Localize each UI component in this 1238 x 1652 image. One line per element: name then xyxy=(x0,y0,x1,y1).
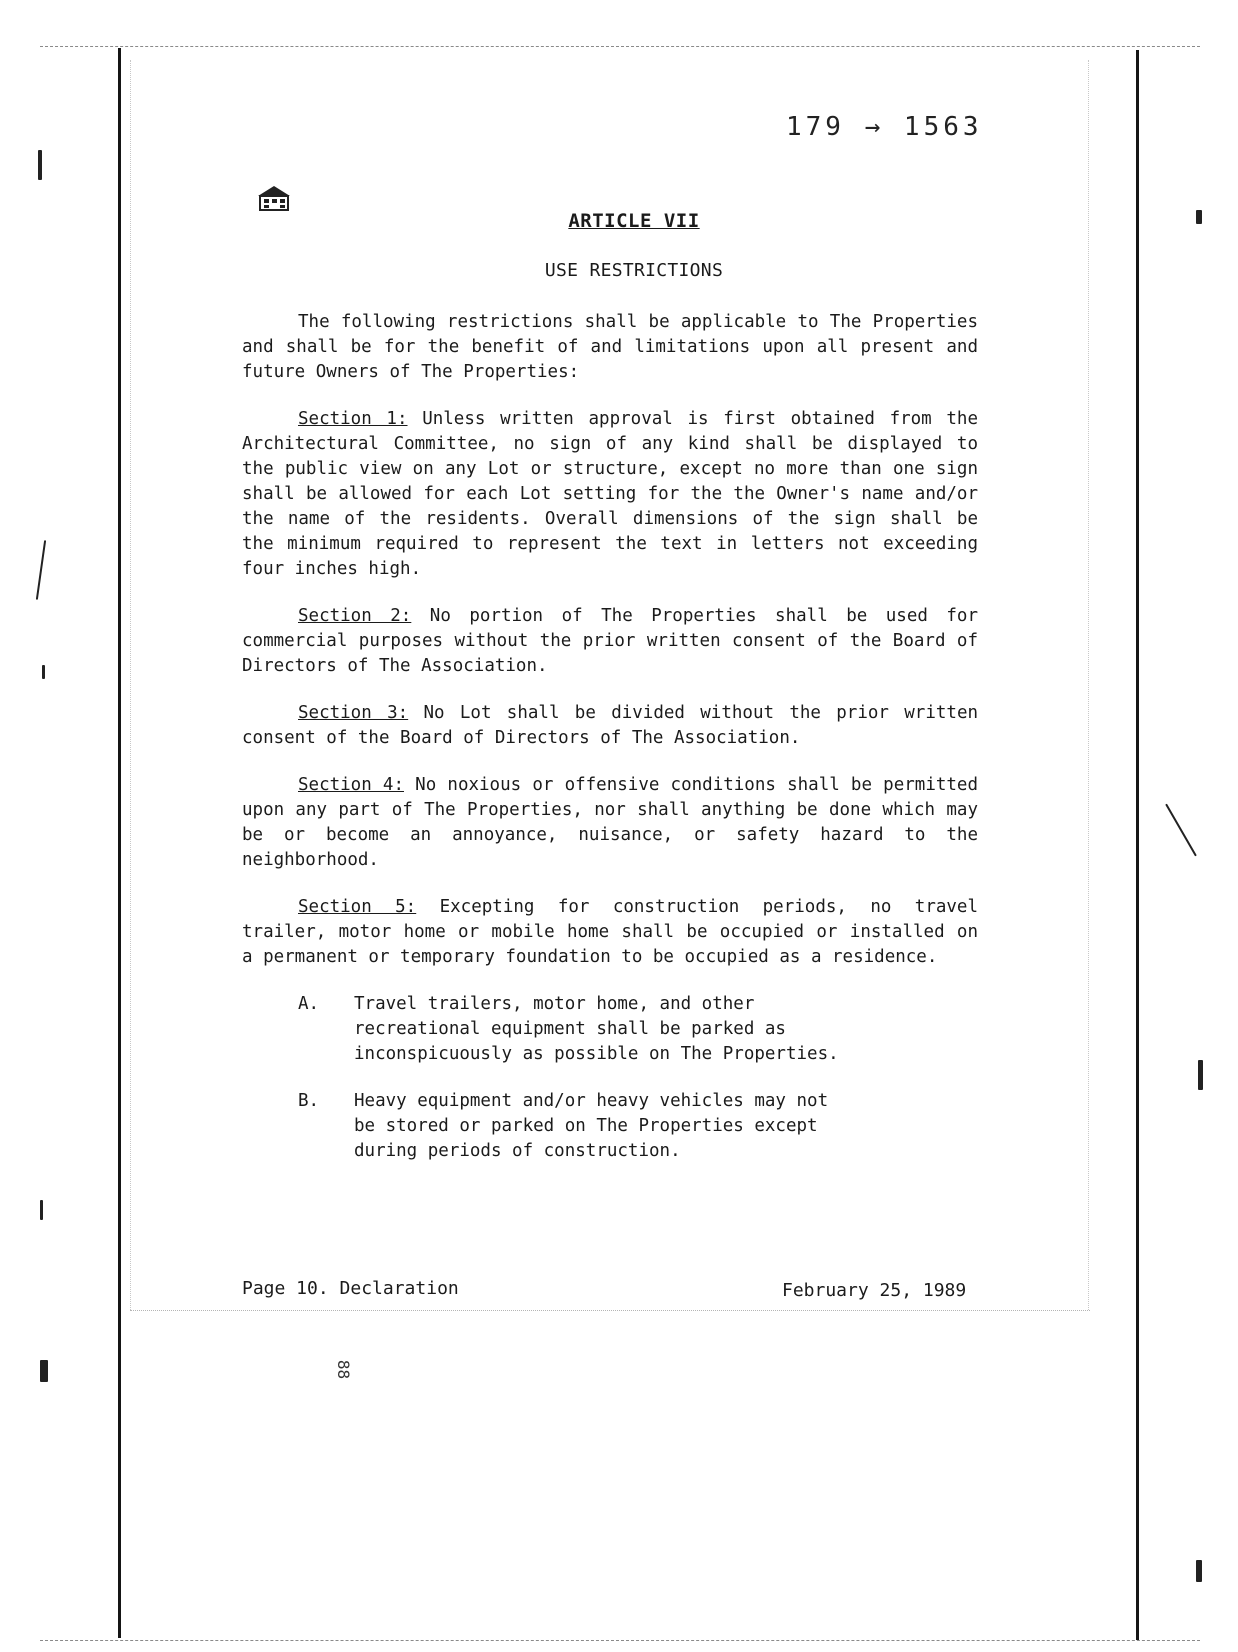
list-item-b xyxy=(242,1089,978,1164)
page-edge-bottom xyxy=(130,1310,1090,1312)
scan-speck xyxy=(1165,804,1197,857)
section-text: No noxious or offensive conditions shall be permitted upon any part of The Properties, nor shall anything be done which may be or become an annoyance, nuisance, or safety hazard to the neighborhood. xyxy=(242,775,978,870)
section-text: Excepting for construction periods, no travel trailer, motor home or mobile home shall be occupied or installed on a permanent or temporary foundation to be occupied as a residence. xyxy=(242,897,978,967)
scan-border-right xyxy=(1136,50,1139,1640)
page-mark: 88 xyxy=(334,1359,354,1380)
scan-edge-top xyxy=(40,46,1200,49)
list-item-a xyxy=(242,992,978,1067)
section-label: Section 2: xyxy=(298,606,412,626)
list-text: Heavy equipment and/or heavy vehicles may not be stored or parked on The Properties except during periods of construction. xyxy=(354,1091,829,1161)
scan-speck xyxy=(40,1200,43,1220)
scan-speck xyxy=(40,1360,48,1382)
section-text: No portion of The Properties shall be used for commercial purposes without the prior written consent of the Board of Directors of The Association. xyxy=(242,606,979,676)
section-label: Section 5: xyxy=(298,897,417,917)
list-text: Travel trailers, motor home, and other recreational equipment shall be parked as inconspicuously as possible on The Properties. xyxy=(354,994,839,1064)
section-text: Unless written approval is first obtained from the Architectural Committee, no sign of any kind shall be displayed to the public view on any Lot or structure, except no more than one sign shall be allowed for each Lot setting for the the Owner's name and/or the name of the residents. Overall dimensions of the sign shall be the minimum required to represent the text in letters not exceeding four inches high. xyxy=(242,409,978,579)
scan-speck xyxy=(42,665,45,679)
section-4 xyxy=(242,773,978,873)
footer-date: February 25, 1989 xyxy=(782,1280,967,1301)
scan-speck xyxy=(1196,1560,1202,1582)
list-letter: B. xyxy=(298,1091,320,1111)
scan-border-left xyxy=(118,48,121,1638)
scan-speck xyxy=(38,150,42,180)
section-3 xyxy=(242,701,978,751)
section-text: No Lot shall be divided without the prior written consent of the Board of Directors of The Association. xyxy=(242,703,979,748)
section-label: Section 4: xyxy=(298,775,404,795)
scan-edge-bottom xyxy=(40,1640,1200,1643)
scan-speck xyxy=(1198,1060,1203,1090)
document-reference-number: 179 → 1563 xyxy=(786,112,983,142)
article-subheading: USE RESTRICTIONS xyxy=(544,260,724,281)
section-label: Section 1: xyxy=(298,409,408,429)
article-heading: ARTICLE VII xyxy=(568,210,700,232)
intro-paragraph: The following restrictions shall be applicable to The Properties and shall be for the benefit of and limitations upon all present and future Owners of The Properties: xyxy=(242,312,978,382)
list-letter: A. xyxy=(298,994,320,1014)
section-label: Section 3: xyxy=(298,703,409,723)
section-5 xyxy=(242,895,978,970)
page-edge-left xyxy=(130,60,132,1310)
section-2 xyxy=(242,604,978,679)
page-edge-right xyxy=(1088,60,1090,1310)
scan-speck xyxy=(36,540,46,600)
document-body xyxy=(242,310,978,1186)
section-1 xyxy=(242,407,978,582)
footer-page-label: Page 10. Declaration xyxy=(242,1278,459,1299)
